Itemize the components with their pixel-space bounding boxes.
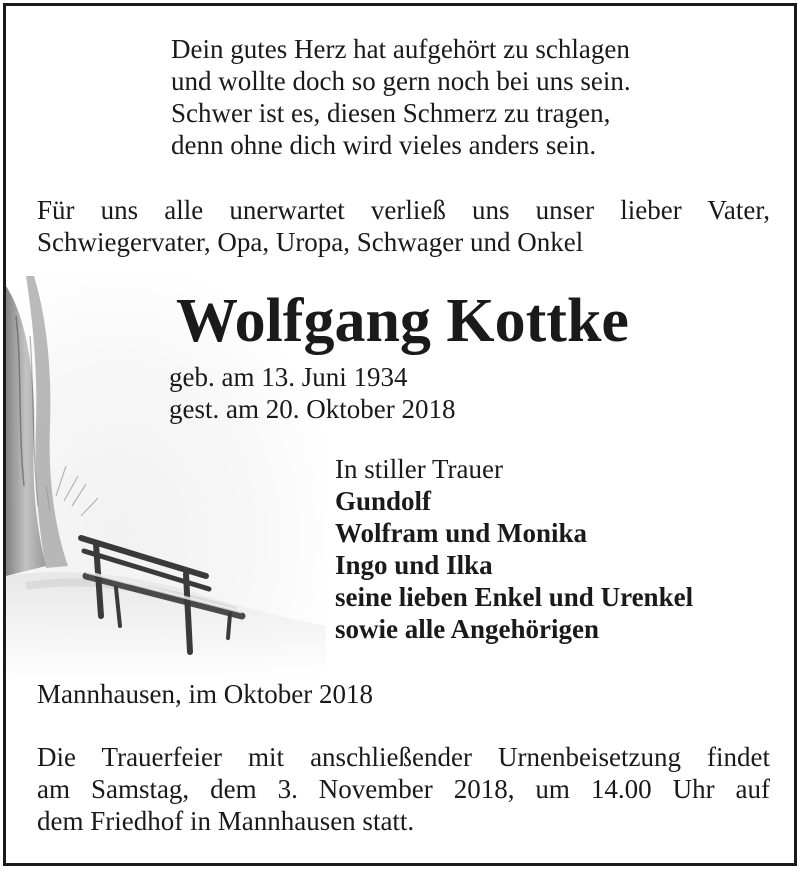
birth-date: geb. am 13. Juni 1934 <box>169 362 408 392</box>
poem-line: und wollte doch so gern noch bei uns sein. <box>171 66 631 96</box>
ceremony-notice <box>37 741 770 837</box>
poem-line: Schwer ist es, diesen Schmerz zu tragen, <box>171 98 611 128</box>
mourner-name: Gundolf <box>335 486 432 516</box>
mourners-list <box>335 453 693 645</box>
poem-line: denn ohne dich wird vieles anders sein. <box>171 130 597 160</box>
intro-line: Schwiegervater, Opa, Uropa, Schwager und Onkel <box>37 227 584 257</box>
mourner-name: sowie alle Angehörigen <box>335 614 599 644</box>
intro-line: Für uns alle unerwartet verließ uns unser lieber Vater, <box>37 195 770 225</box>
mourner-name: Wolfram und Monika <box>335 518 588 548</box>
place-date: Mannhausen, im Oktober 2018 <box>37 679 373 709</box>
mourner-name: seine lieben Enkel und Urenkel <box>335 582 694 612</box>
intro-text <box>37 194 770 258</box>
poem-line: Dein gutes Herz hat aufgehört zu schlagen <box>171 34 630 64</box>
poem <box>171 33 631 161</box>
ceremony-line: Die Trauerfeier mit anschließender Urnenbeisetzung findet <box>37 742 770 772</box>
death-date: gest. am 20. Oktober 2018 <box>169 394 456 424</box>
obituary-frame <box>3 3 797 866</box>
ceremony-line: am Samstag, dem 3. November 2018, um 14.00 Uhr auf <box>37 774 770 804</box>
mourner-name: Ingo und Ilka <box>335 550 493 580</box>
deceased-name: Wolfgang Kottke <box>176 287 629 355</box>
ceremony-line: dem Friedhof in Mannhausen statt. <box>37 806 415 836</box>
mourners-heading: In stiller Trauer <box>335 454 503 484</box>
life-dates <box>169 361 455 425</box>
